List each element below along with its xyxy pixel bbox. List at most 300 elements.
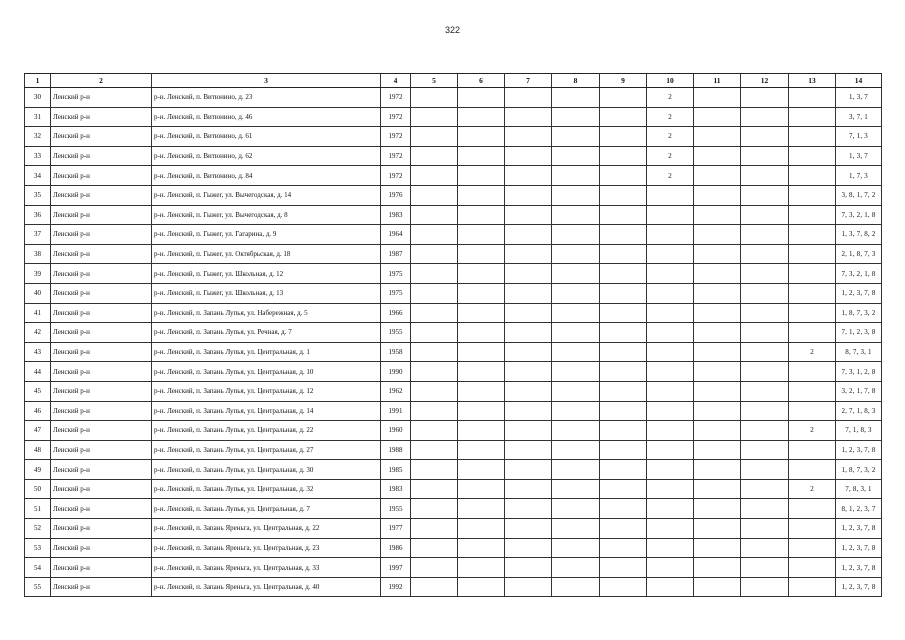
col6-cell [458, 460, 505, 480]
district-cell: Ленский р-н [51, 166, 152, 186]
col11-cell [694, 166, 741, 186]
col7-cell [505, 421, 552, 441]
district-cell: Ленский р-н [51, 342, 152, 362]
col6-cell [458, 205, 505, 225]
codes-cell: 8, 7, 3, 1 [836, 342, 882, 362]
col5-cell [411, 381, 458, 401]
table-row [25, 577, 882, 597]
col6-cell [458, 166, 505, 186]
col9-cell [600, 558, 647, 578]
col9-cell [600, 460, 647, 480]
table-row [25, 166, 882, 186]
table-row [25, 519, 882, 539]
col12-cell [741, 264, 789, 284]
col12-cell [741, 88, 789, 108]
col9-cell [600, 577, 647, 597]
district-cell: Ленский р-н [51, 88, 152, 108]
col5-cell [411, 303, 458, 323]
col7-cell [505, 558, 552, 578]
col11-cell [694, 558, 741, 578]
address-cell: р-н. Ленский, п. Запань Лупья, ул. Центральная, д. 14 [152, 401, 381, 421]
col6-cell [458, 381, 505, 401]
col8-cell [552, 107, 600, 127]
col5-cell [411, 499, 458, 519]
col8-cell [552, 283, 600, 303]
codes-cell: 3, 2, 1, 7, 8 [836, 381, 882, 401]
col10-cell: 2 [647, 107, 694, 127]
col12-cell [741, 107, 789, 127]
col8-cell [552, 362, 600, 382]
address-cell: р-н. Ленский, п. Витюнино, д. 46 [152, 107, 381, 127]
year-cell: 1997 [381, 558, 411, 578]
col10-cell [647, 401, 694, 421]
col6-cell [458, 558, 505, 578]
year-cell: 1972 [381, 107, 411, 127]
year-cell: 1991 [381, 401, 411, 421]
col9-cell [600, 479, 647, 499]
col7-cell [505, 499, 552, 519]
col8-cell [552, 185, 600, 205]
col5-cell [411, 264, 458, 284]
col10-cell [647, 499, 694, 519]
col6-cell [458, 519, 505, 539]
col8-cell [552, 558, 600, 578]
year-cell: 1958 [381, 342, 411, 362]
address-cell: р-н. Ленский, п. Гыжег, ул. Вычегодская, д. 14 [152, 185, 381, 205]
table-row [25, 460, 882, 480]
row-number: 54 [25, 558, 51, 578]
row-number: 40 [25, 283, 51, 303]
year-cell: 1986 [381, 538, 411, 558]
codes-cell: 7, 3, 2, 1, 8 [836, 205, 882, 225]
col5-cell [411, 244, 458, 264]
col5-cell [411, 323, 458, 343]
col8-cell [552, 577, 600, 597]
col9-cell [600, 185, 647, 205]
table-row [25, 205, 882, 225]
col7-cell [505, 381, 552, 401]
district-cell: Ленский р-н [51, 127, 152, 147]
row-number: 30 [25, 88, 51, 108]
table-row [25, 146, 882, 166]
col8-cell [552, 479, 600, 499]
col5-cell [411, 166, 458, 186]
col12-cell [741, 519, 789, 539]
row-number: 36 [25, 205, 51, 225]
col13-cell [789, 323, 836, 343]
row-number: 33 [25, 146, 51, 166]
col7-cell [505, 146, 552, 166]
year-cell: 1985 [381, 460, 411, 480]
col6-cell [458, 185, 505, 205]
row-number: 44 [25, 362, 51, 382]
address-cell: р-н. Ленский, п. Гыжег, ул. Школьная, д. 13 [152, 283, 381, 303]
address-cell: р-н. Ленский, п. Запань Лупья, ул. Центральная, д. 22 [152, 421, 381, 441]
col13-cell [789, 440, 836, 460]
codes-cell: 1, 2, 3, 7, 8 [836, 440, 882, 460]
column-header: 14 [836, 74, 882, 88]
col9-cell [600, 166, 647, 186]
col9-cell [600, 283, 647, 303]
col9-cell [600, 127, 647, 147]
row-number: 50 [25, 479, 51, 499]
col9-cell [600, 538, 647, 558]
col6-cell [458, 88, 505, 108]
col7-cell [505, 303, 552, 323]
col10-cell [647, 205, 694, 225]
col12-cell [741, 401, 789, 421]
col5-cell [411, 440, 458, 460]
address-cell: р-н. Ленский, п. Запань Лупья, ул. Центральная, д. 1 [152, 342, 381, 362]
col11-cell [694, 460, 741, 480]
col10-cell [647, 342, 694, 362]
col9-cell [600, 323, 647, 343]
address-cell: р-н. Ленский, п. Гыжег, ул. Гагарина, д. 9 [152, 225, 381, 245]
col13-cell [789, 146, 836, 166]
col5-cell [411, 205, 458, 225]
col9-cell [600, 303, 647, 323]
col12-cell [741, 225, 789, 245]
address-cell: р-н. Ленский, п. Запань Лупья, ул. Центральная, д. 27 [152, 440, 381, 460]
year-cell: 1976 [381, 185, 411, 205]
address-cell: р-н. Ленский, п. Запань Яреньга, ул. Центральная, д. 22 [152, 519, 381, 539]
col8-cell [552, 166, 600, 186]
col12-cell [741, 283, 789, 303]
col13-cell: 2 [789, 479, 836, 499]
codes-cell: 2, 1, 8, 7, 3 [836, 244, 882, 264]
col6-cell [458, 244, 505, 264]
col10-cell [647, 421, 694, 441]
col6-cell [458, 127, 505, 147]
codes-cell: 1, 2, 3, 7, 8 [836, 538, 882, 558]
column-header: 11 [694, 74, 741, 88]
column-header: 7 [505, 74, 552, 88]
col9-cell [600, 519, 647, 539]
col7-cell [505, 225, 552, 245]
codes-cell: 7, 8, 3, 1 [836, 479, 882, 499]
district-cell: Ленский р-н [51, 558, 152, 578]
col8-cell [552, 342, 600, 362]
col9-cell [600, 88, 647, 108]
table-row [25, 127, 882, 147]
col12-cell [741, 166, 789, 186]
col5-cell [411, 283, 458, 303]
year-cell: 1983 [381, 479, 411, 499]
col8-cell [552, 421, 600, 441]
col13-cell [789, 127, 836, 147]
col9-cell [600, 107, 647, 127]
district-cell: Ленский р-н [51, 303, 152, 323]
col6-cell [458, 303, 505, 323]
col12-cell [741, 342, 789, 362]
col8-cell [552, 88, 600, 108]
col11-cell [694, 577, 741, 597]
col5-cell [411, 107, 458, 127]
table-row [25, 479, 882, 499]
column-header: 5 [411, 74, 458, 88]
col13-cell [789, 577, 836, 597]
col7-cell [505, 460, 552, 480]
col12-cell [741, 538, 789, 558]
col10-cell [647, 283, 694, 303]
col12-cell [741, 479, 789, 499]
col5-cell [411, 421, 458, 441]
col6-cell [458, 225, 505, 245]
col11-cell [694, 538, 741, 558]
row-number: 45 [25, 381, 51, 401]
col13-cell [789, 225, 836, 245]
year-cell: 1988 [381, 440, 411, 460]
col11-cell [694, 127, 741, 147]
col10-cell [647, 460, 694, 480]
col6-cell [458, 283, 505, 303]
table-row [25, 88, 882, 108]
col13-cell [789, 362, 836, 382]
col9-cell [600, 205, 647, 225]
year-cell: 1955 [381, 499, 411, 519]
col8-cell [552, 460, 600, 480]
col11-cell [694, 146, 741, 166]
col11-cell [694, 225, 741, 245]
col11-cell [694, 440, 741, 460]
col7-cell [505, 264, 552, 284]
row-number: 43 [25, 342, 51, 362]
row-number: 37 [25, 225, 51, 245]
col11-cell [694, 205, 741, 225]
address-cell: р-н. Ленский, п. Витюнино, д. 84 [152, 166, 381, 186]
year-cell: 1975 [381, 283, 411, 303]
col5-cell [411, 362, 458, 382]
codes-cell: 1, 3, 7, 8, 2 [836, 225, 882, 245]
address-cell: р-н. Ленский, п. Запань Лупья, ул. Центральная, д. 7 [152, 499, 381, 519]
year-cell: 1987 [381, 244, 411, 264]
col10-cell [647, 519, 694, 539]
col6-cell [458, 421, 505, 441]
col11-cell [694, 244, 741, 264]
codes-cell: 1, 2, 3, 7, 8 [836, 558, 882, 578]
col12-cell [741, 381, 789, 401]
table-row [25, 283, 882, 303]
col13-cell [789, 244, 836, 264]
col11-cell [694, 401, 741, 421]
col9-cell [600, 342, 647, 362]
address-cell: р-н. Ленский, п. Запань Лупья, ул. Центральная, д. 30 [152, 460, 381, 480]
address-cell: р-н. Ленский, п. Запань Яреньга, ул. Центральная, д. 33 [152, 558, 381, 578]
col9-cell [600, 421, 647, 441]
col7-cell [505, 342, 552, 362]
table-body [25, 88, 882, 597]
table-row [25, 440, 882, 460]
col5-cell [411, 577, 458, 597]
district-cell: Ленский р-н [51, 362, 152, 382]
district-cell: Ленский р-н [51, 421, 152, 441]
address-cell: р-н. Ленский, п. Витюнино, д. 23 [152, 88, 381, 108]
codes-cell: 3, 8, 1, 7, 2 [836, 185, 882, 205]
year-cell: 1964 [381, 225, 411, 245]
col7-cell [505, 519, 552, 539]
column-header: 3 [152, 74, 381, 88]
col9-cell [600, 499, 647, 519]
col12-cell [741, 323, 789, 343]
col5-cell [411, 519, 458, 539]
col5-cell [411, 185, 458, 205]
district-cell: Ленский р-н [51, 538, 152, 558]
col7-cell [505, 107, 552, 127]
codes-cell: 7, 1, 8, 3 [836, 421, 882, 441]
column-header: 8 [552, 74, 600, 88]
row-number: 48 [25, 440, 51, 460]
row-number: 46 [25, 401, 51, 421]
address-cell: р-н. Ленский, п. Запань Лупья, ул. Набережная, д. 5 [152, 303, 381, 323]
year-cell: 1992 [381, 577, 411, 597]
col5-cell [411, 225, 458, 245]
col13-cell [789, 381, 836, 401]
table-row [25, 401, 882, 421]
address-cell: р-н. Ленский, п. Запань Яреньга, ул. Центральная, д. 40 [152, 577, 381, 597]
col7-cell [505, 205, 552, 225]
row-number: 41 [25, 303, 51, 323]
address-cell: р-н. Ленский, п. Запань Лупья, ул. Центральная, д. 12 [152, 381, 381, 401]
codes-cell: 1, 8, 7, 3, 2 [836, 303, 882, 323]
col13-cell: 2 [789, 421, 836, 441]
codes-cell: 1, 2, 3, 7, 8 [836, 283, 882, 303]
col7-cell [505, 166, 552, 186]
address-cell: р-н. Ленский, п. Запань Лупья, ул. Центральная, д. 10 [152, 362, 381, 382]
col11-cell [694, 283, 741, 303]
column-header: 13 [789, 74, 836, 88]
col7-cell [505, 362, 552, 382]
table-row [25, 264, 882, 284]
district-cell: Ленский р-н [51, 283, 152, 303]
year-cell: 1960 [381, 421, 411, 441]
codes-cell: 2, 7, 1, 8, 3 [836, 401, 882, 421]
col11-cell [694, 519, 741, 539]
address-cell: р-н. Ленский, п. Витюнино, д. 62 [152, 146, 381, 166]
col11-cell [694, 88, 741, 108]
district-cell: Ленский р-н [51, 323, 152, 343]
row-number: 38 [25, 244, 51, 264]
col10-cell [647, 362, 694, 382]
address-cell: р-н. Ленский, п. Витюнино, д. 61 [152, 127, 381, 147]
table-row [25, 499, 882, 519]
year-cell: 1972 [381, 166, 411, 186]
address-cell: р-н. Ленский, п. Гыжег, ул. Вычегодская, д. 8 [152, 205, 381, 225]
col10-cell: 2 [647, 146, 694, 166]
col8-cell [552, 205, 600, 225]
col5-cell [411, 88, 458, 108]
codes-cell: 1, 2, 3, 7, 8 [836, 577, 882, 597]
col9-cell [600, 381, 647, 401]
col6-cell [458, 362, 505, 382]
district-cell: Ленский р-н [51, 460, 152, 480]
col10-cell: 2 [647, 166, 694, 186]
col7-cell [505, 127, 552, 147]
table-row [25, 244, 882, 264]
col10-cell [647, 577, 694, 597]
col12-cell [741, 185, 789, 205]
col6-cell [458, 499, 505, 519]
housing-register-table [24, 73, 882, 597]
col7-cell [505, 440, 552, 460]
col13-cell [789, 558, 836, 578]
col9-cell [600, 440, 647, 460]
col6-cell [458, 440, 505, 460]
col5-cell [411, 127, 458, 147]
codes-cell: 7, 1, 3 [836, 127, 882, 147]
col13-cell [789, 499, 836, 519]
year-cell: 1977 [381, 519, 411, 539]
row-number: 34 [25, 166, 51, 186]
col13-cell [789, 303, 836, 323]
address-cell: р-н. Ленский, п. Запань Лупья, ул. Речная, д. 7 [152, 323, 381, 343]
col8-cell [552, 225, 600, 245]
col13-cell [789, 166, 836, 186]
address-cell: р-н. Ленский, п. Запань Лупья, ул. Центральная, д. 32 [152, 479, 381, 499]
row-number: 39 [25, 264, 51, 284]
district-cell: Ленский р-н [51, 440, 152, 460]
col8-cell [552, 381, 600, 401]
col10-cell [647, 264, 694, 284]
year-cell: 1972 [381, 88, 411, 108]
col13-cell [789, 538, 836, 558]
table-row [25, 421, 882, 441]
col11-cell [694, 381, 741, 401]
table-row [25, 558, 882, 578]
col11-cell [694, 303, 741, 323]
column-header: 12 [741, 74, 789, 88]
table-row [25, 303, 882, 323]
codes-cell: 1, 8, 7, 3, 2 [836, 460, 882, 480]
codes-cell: 8, 1, 2, 3, 7 [836, 499, 882, 519]
col13-cell: 2 [789, 342, 836, 362]
col11-cell [694, 421, 741, 441]
col11-cell [694, 323, 741, 343]
year-cell: 1955 [381, 323, 411, 343]
col12-cell [741, 127, 789, 147]
col7-cell [505, 185, 552, 205]
col12-cell [741, 421, 789, 441]
col12-cell [741, 362, 789, 382]
col13-cell [789, 283, 836, 303]
col7-cell [505, 283, 552, 303]
col8-cell [552, 244, 600, 264]
col11-cell [694, 185, 741, 205]
table-row [25, 185, 882, 205]
district-cell: Ленский р-н [51, 244, 152, 264]
col7-cell [505, 538, 552, 558]
col13-cell [789, 460, 836, 480]
table-row [25, 381, 882, 401]
col9-cell [600, 401, 647, 421]
col7-cell [505, 479, 552, 499]
row-number: 35 [25, 185, 51, 205]
col5-cell [411, 342, 458, 362]
table-row [25, 225, 882, 245]
row-number: 53 [25, 538, 51, 558]
col6-cell [458, 146, 505, 166]
table-row [25, 362, 882, 382]
col9-cell [600, 225, 647, 245]
row-number: 55 [25, 577, 51, 597]
year-cell: 1972 [381, 146, 411, 166]
year-cell: 1962 [381, 381, 411, 401]
col10-cell [647, 225, 694, 245]
column-header: 1 [25, 74, 51, 88]
row-number: 32 [25, 127, 51, 147]
col13-cell [789, 519, 836, 539]
year-cell: 1990 [381, 362, 411, 382]
district-cell: Ленский р-н [51, 499, 152, 519]
